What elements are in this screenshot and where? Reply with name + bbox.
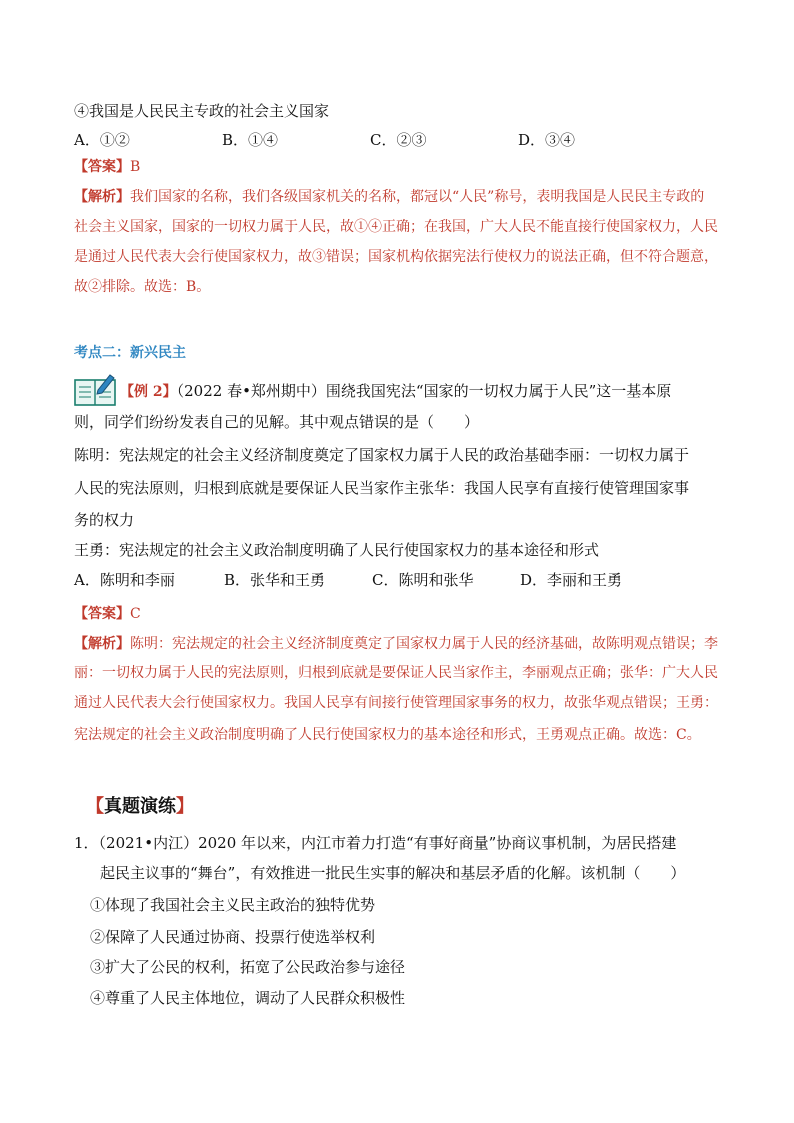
analysis-line-3: 是通过人民代表大会行使国家权力，故③错误；国家机构依据宪法行使权力的说法正确，但不符合题意， [74, 249, 718, 265]
example-tag: 【例 2】 [120, 384, 177, 400]
analysis-line-4: 故②排除。故选：B。 [74, 279, 211, 295]
example-analysis-3: 通过人民代表大会行使国家权力。我国人民享有间接行使管理国家事务的权力，故张华观点错误；王勇： [74, 695, 718, 711]
example-analysis-2: 丽：一切权力属于人民的宪法原则，归根到底就是要保证人民当家作主，李丽观点正确；张华：广大人民 [74, 665, 718, 681]
example-option-a: A．陈明和李丽 [74, 571, 175, 589]
answer-line [74, 156, 140, 176]
heading-bracket-close: 】 [176, 796, 194, 817]
example-options [74, 569, 622, 590]
example-option-b: B．张华和王勇 [224, 571, 326, 589]
example-analysis-tag: 【解析】 [74, 636, 130, 652]
example-body-2: 人民的宪法原则，归根到底就是要保证人民当家作主张华：我国人民享有直接行使管理国家事 [74, 479, 690, 497]
analysis-text: 我们国家的名称，我们各级国家机关的名称，都冠以“人民”称号，表明我国是人民民主专政的 [130, 189, 705, 205]
question-1-line-1: 1．（2021•内江）2020 年以来，内江市着力打造“有事好商量”协商议事机制，为居民搭建 [74, 834, 677, 852]
example-answer-value: C [130, 606, 141, 622]
example-analysis-text: 陈明：宪法规定的社会主义经济制度奠定了国家权力属于人民的经济基础，故陈明观点错误；李 [130, 636, 718, 652]
question-1-item-3: ③扩大了公民的权利，拓宽了公民政治参与途径 [90, 958, 406, 976]
answer-value: B [130, 159, 141, 175]
example-line-2: 则，同学们纷纷发表自己的见解。其中观点错误的是（ ） [74, 413, 480, 431]
question-1-line-2: 起民主议事的“舞台”，有效推进一批民生实事的解决和基层矛盾的化解。该机制（ ） [100, 864, 686, 882]
option-d: D．③④ [518, 131, 576, 149]
example-answer-line [74, 603, 141, 623]
example-answer-tag: 【答案】 [74, 606, 130, 622]
question-1-item-4: ④尊重了人民主体地位，调动了人民群众积极性 [90, 989, 406, 1007]
question-1-item-1: ①体现了我国社会主义民主政治的独特优势 [90, 896, 376, 914]
question-1-item-2: ②保障了人民通过协商、投票行使选举权利 [90, 928, 376, 946]
example-analysis-4: 宪法规定的社会主义政治制度明确了人民行使国家权力的基本途径和形式，王勇观点正确。故选：C。 [74, 727, 701, 743]
example-line-1 [120, 380, 671, 401]
option-c: C．②③ [370, 131, 427, 149]
example-analysis-1 [74, 633, 718, 653]
option-item-4: ④我国是人民民主专政的社会主义国家 [74, 102, 330, 120]
book-pencil-icon [74, 372, 116, 406]
heading-title: 真题演练 [104, 796, 176, 817]
example-body-1: 陈明：宪法规定的社会主义经济制度奠定了国家权力属于人民的政治基础李丽：一切权力属于 [74, 446, 690, 464]
option-b: B．①④ [222, 131, 279, 149]
option-a: A．①② [74, 131, 130, 149]
analysis-tag: 【解析】 [74, 189, 130, 205]
answer-options [74, 129, 575, 150]
analysis-line-2: 社会主义国家，国家的一切权力属于人民，故①④正确；在我国，广大人民不能直接行使国家权力，人民 [74, 219, 718, 235]
analysis-line-1 [74, 186, 704, 206]
example-body-3: 务的权力 [74, 511, 135, 529]
section-title: 考点二：新兴民主 [74, 345, 186, 361]
example-body-4: 王勇：宪法规定的社会主义政治制度明确了人民行使国家权力的基本途径和形式 [74, 541, 600, 559]
example-option-d: D．李丽和王勇 [520, 571, 623, 589]
answer-tag: 【答案】 [74, 159, 130, 175]
heading-bracket-open: 【 [86, 796, 104, 817]
example-option-c: C．陈明和张华 [372, 571, 474, 589]
practice-heading [86, 792, 194, 818]
example-stem: （2022 春•郑州期中）围绕我国宪法“国家的一切权力属于人民”这一基本原 [176, 382, 672, 400]
